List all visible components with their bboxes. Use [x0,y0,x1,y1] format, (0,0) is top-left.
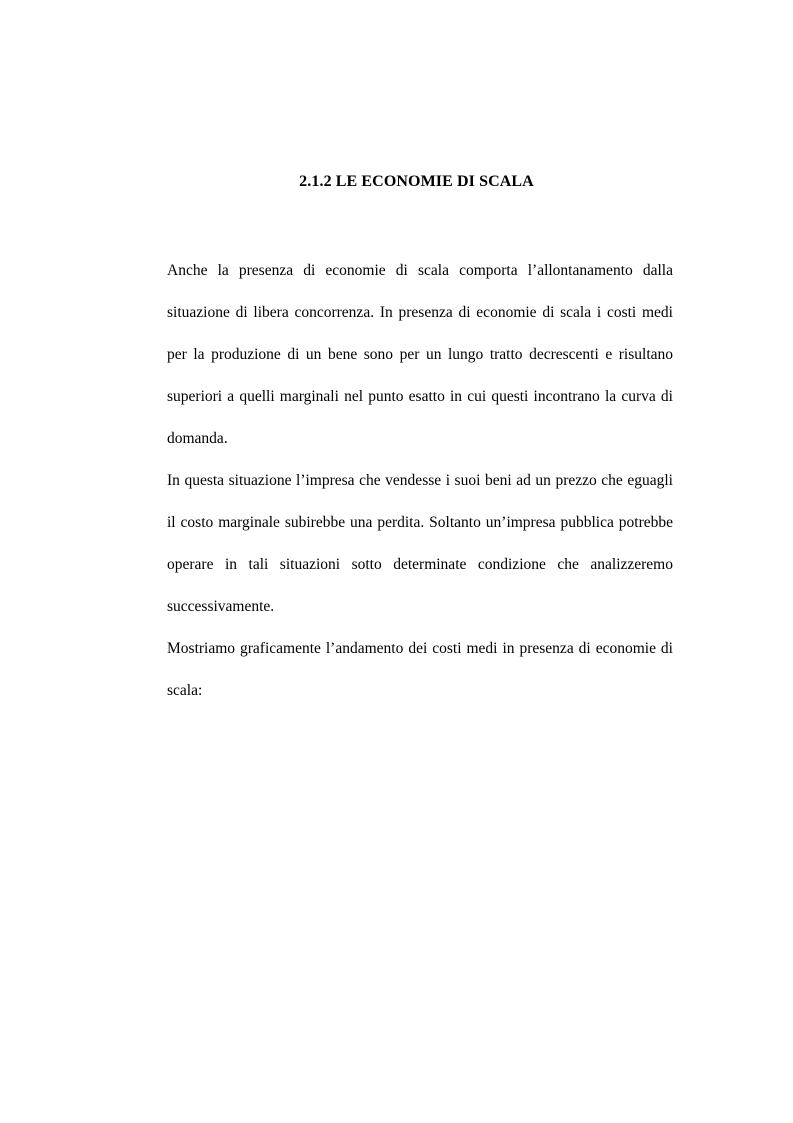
section-title: 2.1.2 LE ECONOMIE DI SCALA [299,173,534,190]
paragraph-costi-medi-intro: Mostriamo graficamente l’andamento dei costi medi in presenza di economie di scala: [167,640,673,699]
paragraph-economie-di-scala: Anche la presenza di economie di scala comporta l’allontanamento dalla situazione di libera concorrenza. In presenza di economie di scala i costi medi per la produzione di un bene sono per un lungo tratto decrescenti e risultano superiori a quelli marginali nel punto esatto in cui questi incontrano la curva di domanda. [167,262,673,447]
body-text [167,250,673,712]
paragraph-impresa-perdita: In questa situazione l’impresa che vendesse i suoi beni ad un prezzo che eguagli il costo marginale subirebbe una perdita. Soltanto un’impresa pubblica potrebbe operare in tali situazioni sotto determinate condizione che analizzeremo successivamente. [167,472,673,615]
